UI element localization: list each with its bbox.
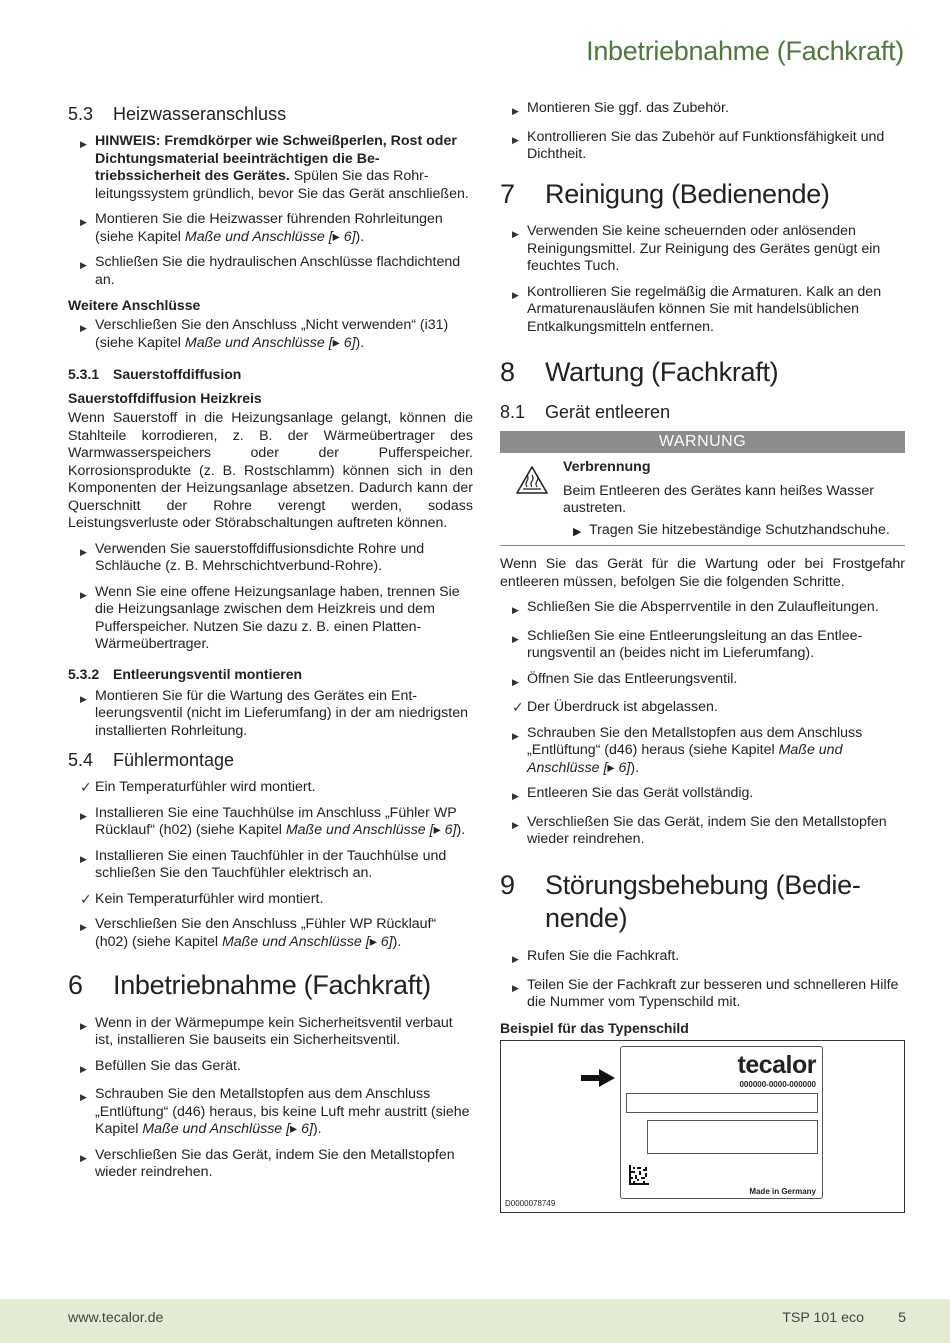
- section-8-1-heading: 8.1 Gerät entleeren: [500, 402, 671, 422]
- section-5-3-1-heading: 5.3.1 Sauerstoffdiffusion: [68, 366, 242, 382]
- cross-reference-link[interactable]: Maße und Anschlüsse [▸ 6]: [527, 742, 843, 776]
- bullet-arrow-icon: ▶: [512, 605, 519, 615]
- checkmark-icon: ✓: [80, 779, 92, 795]
- list-item: ▶ Verwenden Sie keine scheuernden oder anlösenden Reinigungsmittel. Zur Reinigung des Gerätes genügt ein feuchtes Tuch.: [512, 223, 881, 275]
- bullet-arrow-icon: ▶: [512, 106, 519, 116]
- bullet-arrow-icon: ▶: [80, 693, 87, 704]
- cross-reference-link[interactable]: Maße und Anschlüsse [▸ 6]: [285, 822, 457, 838]
- section-7-heading: 7 Reinigung (Bedienende): [500, 178, 830, 209]
- plate-serial-number: 000000-0000-000000: [739, 1079, 816, 1089]
- list-item: ▶ Montieren Sie für die Wartung des Gerätes ein Entleerungsventil (nicht im Lieferumfang) in der am niedrigsten installierten Rohrleitung.: [80, 687, 468, 739]
- page-number: 5: [898, 1310, 906, 1326]
- footer-url: www.tecalor.de: [68, 1310, 164, 1326]
- plate-field-2: [647, 1120, 818, 1154]
- check-list-item: ✓ Der Überdruck ist abgelassen.: [512, 699, 718, 715]
- list-item: ▶ Teilen Sie der Fachkraft zur besseren und schnelleren Hilfe die Nummer vom Typenschild mit.: [512, 976, 899, 1010]
- bullet-arrow-icon: ▶: [80, 260, 87, 270]
- datamatrix-code-icon: [629, 1165, 649, 1185]
- list-item: ▶ Wenn Sie eine offene Heizungsanlage haben, trennen Sie die Heizungsanlage zwischen dem Heizkreis und dem Pufferspeicher. Nutzen Sie dazu z. B. einen Platten-Wärmeübertrager.: [80, 583, 460, 652]
- list-item: ▶ Montieren Sie ggf. das Zubehör.: [500, 100, 905, 121]
- bullet-arrow-icon: ▶: [80, 1092, 87, 1103]
- list-item: ▶ Verschließen Sie den Anschluss „Nicht verwenden“ (i31) (siehe Kapitel Maße und Anschlüsse [▸ 6]).: [80, 317, 449, 351]
- bullet-arrow-icon: ▶: [512, 289, 519, 300]
- bullet-arrow-icon: ▶: [512, 134, 519, 145]
- typenschild-caption: Beispiel für das Typenschild: [500, 1019, 689, 1036]
- section-5-4-heading: 5.4 Fühlermontage: [68, 750, 235, 770]
- bullet-arrow-icon: ▶: [80, 810, 87, 821]
- bullet-arrow-icon: ▶: [80, 1152, 87, 1163]
- bullet-arrow-icon: ▶: [512, 791, 519, 801]
- bullet-arrow-icon: ▶: [80, 323, 87, 333]
- bullet-arrow-icon: ▶: [512, 819, 519, 830]
- check-list-item: ✓ Kein Temperaturfühler wird montiert.: [80, 890, 324, 907]
- bullet-arrow-icon: ▶: [80, 1020, 87, 1031]
- list-item: ▶ Entleeren Sie das Gerät vollständig.: [500, 785, 905, 806]
- cross-reference-link[interactable]: Maße und Anschlüsse [▸ 6]: [184, 334, 356, 351]
- cross-reference-link[interactable]: Maße und Anschlüsse [▸ 6]: [184, 228, 356, 245]
- list-item: ▶ Verschließen Sie das Gerät, indem Sie den Metallstopfen wieder reindrehen.: [80, 1146, 455, 1181]
- arrow-right-icon: [581, 1069, 615, 1092]
- page-footer: [0, 1299, 950, 1343]
- cross-reference-link[interactable]: Maße und Anschlüsse [▸ 6]: [221, 933, 393, 950]
- sauerstoffdiffusion-paragraph: Wenn Sauerstoff in die Heizungsanlage gelangt, können die Stahlteile korrodieren, z. B. der Wärmeübertrager des Warmwasserspeichers oder der Pufferspeicher. Korrosionsprodukte (z. B. Rostschlamm) können sich in den Komponenten der Heizungsanlage absetzen. Dadurch kann der Querschnitt der Rohre verengt werden, sodass Leistungsverluste oder Störabschaltungen auftreten können.: [68, 410, 473, 531]
- list-item: ▶ Kontrollieren Sie regelmäßig die Armaturen. Kalk an den Armaturenausläufen können Sie mit handelsüblichen Entkalkungsmitteln entfernen.: [512, 283, 882, 335]
- section-5-3-heading: 5.3 Heizwasseranschluss: [68, 104, 287, 124]
- list-item: ▶ Installieren Sie einen Tauchfühler in der Tauchhülse und schließen Sie den Tauchfühler elektrisch an.: [80, 847, 447, 881]
- bullet-arrow-icon: ▶: [80, 546, 87, 557]
- list-item: ▶ Schrauben Sie den Metallstopfen aus dem Anschluss „Entlüftung“ (d46) heraus, bis keine Luft mehr austritt (siehe Kapitel Maße und Anschlüsse [▸ 6]).: [80, 1086, 470, 1138]
- bullet-arrow-icon: ▶: [512, 954, 519, 964]
- list-item: ▶ Wenn in der Wärmepumpe kein Sicherheitsventil verbaut ist, installieren Sie bauseits ein Sicherheitsventil.: [80, 1014, 453, 1049]
- warning-label: WARNUNG: [500, 431, 905, 453]
- bullet-arrow-icon: ▶: [80, 1063, 87, 1074]
- list-item: ▶ Öffnen Sie das Entleerungsventil.: [500, 671, 905, 692]
- list-item: ▶ Montieren Sie die Heizwasser führenden Rohrleitungen (siehe Kapitel Maße und Anschlüsse [▸ 6]).: [80, 211, 443, 245]
- bullet-arrow-icon: ▶: [512, 633, 519, 644]
- list-item: ▶ Schließen Sie eine Entleerungsleitung an das Entleerungsventil an (beides nicht im Lieferumfang).: [512, 627, 863, 661]
- page-header-title: Inbetriebnahme (Fachkraft): [586, 36, 904, 66]
- cross-reference-link[interactable]: Maße und Anschlüsse [▸ 6]: [142, 1121, 313, 1138]
- check-list-item: ✓ Ein Temperaturfühler wird montiert.: [80, 779, 316, 795]
- list-item: ▶ Installieren Sie eine Tauchhülse im Anschluss „Fühler WP Rücklauf“ (h02) (siehe Kapitel Maße und Anschlüsse [▸ 6]).: [80, 804, 466, 838]
- warning-action: ▶ Tragen Sie hitzebeständige Schutzhandschuhe.: [573, 521, 890, 538]
- warning-text: Beim Entleeren des Gerätes kann heißes Wasser austreten.: [563, 482, 874, 516]
- bullet-arrow-icon: ▶: [80, 853, 87, 864]
- section-9-heading: 9 Störungsbehebung (Bedienende): [500, 869, 861, 934]
- bullet-arrow-icon: ▶: [80, 922, 87, 932]
- list-item: ▶ Verschließen Sie den Anschluss „Fühler WP Rücklauf“ (h02) (siehe Kapitel Maße und Anschlüsse [▸ 6]).: [80, 916, 437, 950]
- list-item: ▶ Schließen Sie die Absperrventile in den Zulaufleitungen.: [500, 599, 905, 620]
- weitere-anschluesse-heading: Weitere Anschlüsse: [68, 297, 201, 313]
- entleeren-paragraph: Wenn Sie das Gerät für die Wartung oder bei Frostgefahr entleeren müssen, befolgen Sie die folgenden Schritte.: [500, 556, 905, 590]
- bullet-arrow-icon: ▶: [80, 589, 87, 600]
- section-5-3-2-heading: 5.3.2 Entleerungsventil montieren: [68, 665, 303, 682]
- sauerstoffdiffusion-heizkreis-heading: Sauerstoffdiffusion Heizkreis: [68, 390, 262, 406]
- bullet-arrow-icon: ▶: [512, 676, 519, 687]
- bullet-arrow-icon: ▶: [512, 982, 519, 993]
- list-item: ▶ Schrauben Sie den Metallstopfen aus dem Anschluss „Entlüftung“ (d46) heraus (siehe Kapitel Maße und Anschlüsse [▸ 6]).: [512, 724, 863, 776]
- tecalor-logo: tecalor: [737, 1050, 816, 1079]
- list-item: ▶ Verschließen Sie das Gerät, indem Sie den Metallstopfen wieder reindrehen.: [512, 813, 887, 847]
- bullet-arrow-icon: ▶: [80, 139, 87, 149]
- made-in-germany-label: Made in Germany: [749, 1186, 816, 1196]
- section-6-heading: 6 Inbetriebnahme (Fachkraft): [68, 970, 431, 1000]
- list-item: ▶ HINWEIS: Fremdkörper wie Schweißperlen, Rost oder Dichtungsmaterial beeinträchtigen die Betriebssicherheit des Gerätes. Spülen Sie das Rohrleitungssystem gründlich, bevor Sie das Gerät anschließen.: [80, 133, 469, 202]
- type-plate-figure: [500, 1040, 905, 1213]
- list-item: ▶ Schließen Sie die hydraulischen Anschlüsse flachdichtend an.: [80, 254, 461, 288]
- section-8-heading: 8 Wartung (Fachkraft): [500, 357, 779, 388]
- bullet-arrow-icon: ▶: [512, 730, 519, 741]
- warning-title: Verbrennung: [563, 459, 651, 475]
- footer-model: TSP 101 eco: [782, 1310, 864, 1326]
- hot-surface-warning-icon: [500, 459, 563, 541]
- figure-code: D0000078749: [505, 1198, 556, 1208]
- list-item: ▶ Befüllen Sie das Gerät.: [68, 1058, 473, 1079]
- left-column: [68, 100, 473, 1190]
- checkmark-icon: ✓: [512, 699, 524, 715]
- bullet-arrow-icon: ▶: [512, 229, 519, 240]
- checkmark-icon: ✓: [80, 890, 92, 907]
- list-item: ▶ Kontrollieren Sie das Zubehör auf Funktionsfähigkeit und Dichtheit.: [512, 128, 885, 162]
- list-item: ▶ Verwenden Sie sauerstoffdiffusionsdichte Rohre und Schläuche (z. B. Mehrschichtverbund-Rohre).: [80, 540, 425, 574]
- warning-box: [500, 453, 905, 546]
- list-item: ▶ Rufen Sie die Fachkraft.: [500, 948, 905, 969]
- bullet-arrow-icon: ▶: [80, 217, 87, 227]
- type-plate: [620, 1046, 823, 1199]
- right-column: [500, 100, 905, 1213]
- plate-field-1: [626, 1093, 818, 1113]
